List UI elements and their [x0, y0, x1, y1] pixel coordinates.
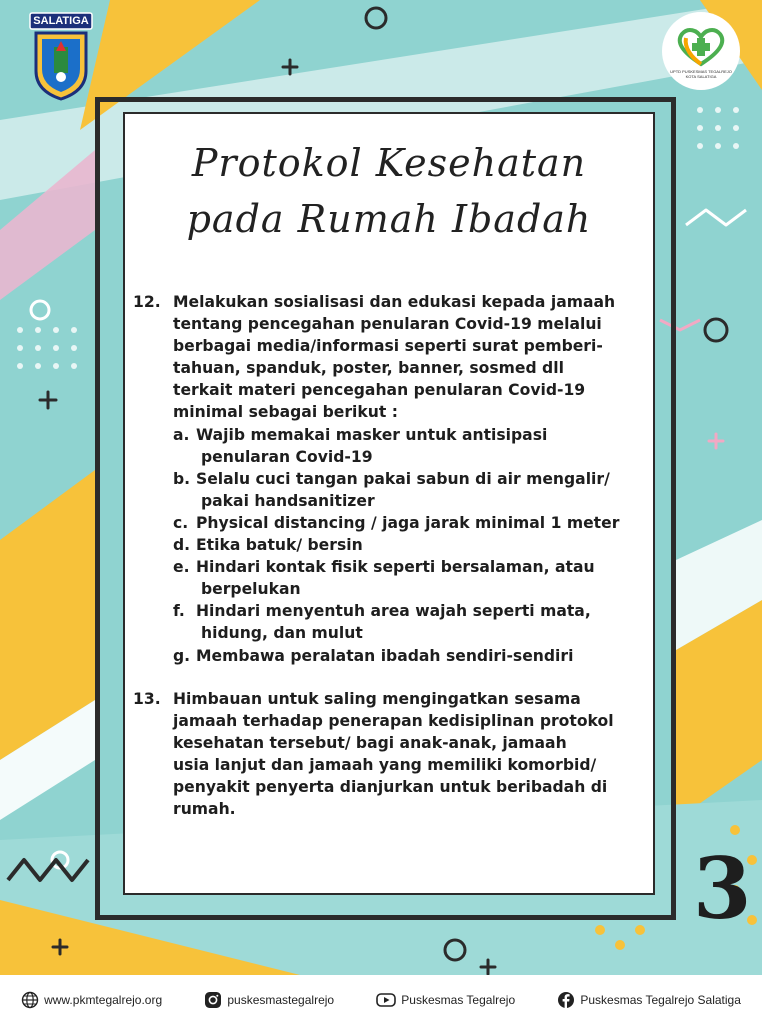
sub-item-label: g. — [173, 646, 191, 665]
footer-facebook[interactable] — [557, 991, 741, 1009]
facebook-link[interactable]: Puskesmas Tegalrejo Salatiga — [580, 992, 741, 1007]
puskesmas-logo — [662, 12, 740, 90]
footer-bar — [0, 975, 762, 1024]
item-spacer — [133, 667, 653, 688]
sub-item-line: berpelukan — [201, 580, 301, 599]
item-line: usia lanjut dan jamaah yang memiliki komorbid/ — [173, 755, 597, 774]
item-line: jamaah terhadap penerapan kedisiplinan protokol — [173, 711, 614, 730]
list-item-13 — [133, 688, 653, 821]
sub-item-line: pakai handsanitizer — [201, 491, 375, 510]
sub-item-label: f. — [173, 602, 185, 621]
sub-item-label: e. — [173, 558, 190, 577]
item-number: 12. — [133, 293, 161, 311]
logo-caption-1: UPTD PUSKESMAS TEGALREJO — [670, 69, 732, 74]
item-line: tentang pencegahan penularan Covid-19 melalui — [173, 315, 602, 334]
sub-item-line: Selalu cuci tangan pakai sabun di air mengalir/ — [196, 469, 610, 488]
footer-instagram[interactable] — [204, 991, 334, 1009]
sub-item-label: d. — [173, 536, 191, 555]
sub-item-label: c. — [173, 513, 189, 532]
item-line: terkait materi pencegahan penularan Covid-19 — [173, 381, 586, 400]
sub-item-line: penularan Covid-19 — [201, 447, 373, 466]
salatiga-city-logo — [28, 11, 94, 101]
sub-item-b — [173, 468, 653, 512]
page-title — [123, 135, 655, 247]
globe-icon — [21, 991, 39, 1009]
sub-item-label: a. — [173, 425, 190, 444]
sub-item-f — [173, 600, 653, 644]
city-label: SALATIGA — [33, 15, 89, 27]
sub-item-line: Etika batuk/ bersin — [196, 536, 363, 555]
sub-item-a — [173, 424, 653, 468]
footer-website[interactable] — [21, 991, 162, 1009]
youtube-link[interactable]: Puskesmas Tegalrejo — [401, 992, 516, 1007]
instagram-link[interactable]: puskesmastegalrejo — [227, 992, 335, 1007]
sub-item-label: b. — [173, 469, 191, 488]
item-line: tahuan, spanduk, poster, banner, sosmed dll — [173, 359, 564, 378]
item-line: berbagai media/informasi seperti surat pemberi- — [173, 337, 603, 356]
website-link[interactable]: www.pkmtegalrejo.org — [44, 992, 163, 1007]
title-line-2: pada Rumah Ibadah — [186, 197, 592, 241]
item-line: Melakukan sosialisasi dan edukasi kepada jamaah — [173, 293, 616, 311]
youtube-icon — [376, 991, 396, 1009]
sub-item-line: Hindari menyentuh area wajah seperti mata, — [196, 602, 591, 621]
item-number: 13. — [133, 689, 161, 708]
item-line: Himbauan untuk saling mengingatkan sesama — [173, 689, 581, 708]
sub-item-c — [173, 512, 653, 534]
sub-item-g — [173, 645, 653, 667]
item-line: rumah. — [173, 800, 236, 819]
sub-item-line: Wajib memakai masker untuk antisipasi — [196, 425, 548, 444]
sub-item-line: Physical distancing / jaga jarak minimal 1 meter — [196, 513, 620, 532]
sub-item-line: hidung, dan mulut — [201, 624, 363, 643]
title-line-1: Protokol Kesehatan — [191, 141, 587, 185]
instagram-icon — [204, 991, 222, 1009]
item-line: kesehatan tersebut/ bagi anak-anak, jamaah — [173, 733, 567, 752]
list-item-12 — [133, 291, 653, 667]
facebook-icon — [557, 991, 575, 1009]
protocol-list — [133, 291, 653, 820]
footer-youtube[interactable] — [376, 991, 515, 1009]
item-line: minimal sebagai berikut : — [173, 403, 398, 422]
page-number: 3 — [693, 839, 752, 938]
sub-item-line: Membawa peralatan ibadah sendiri-sendiri — [196, 646, 574, 665]
sub-item-d — [173, 534, 653, 556]
item-line: penyakit penyerta dianjurkan untuk beribadah di — [173, 777, 608, 796]
logo-caption-2: KOTA SALATIGA — [685, 74, 717, 79]
sub-item-e — [173, 556, 653, 600]
sub-item-line: Hindari kontak fisik seperti bersalaman, atau — [196, 558, 595, 577]
